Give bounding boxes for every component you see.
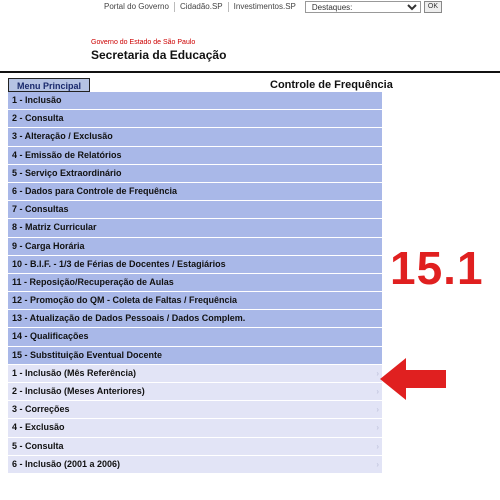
chevron-right-icon: › [376,423,379,433]
menu-principal-header[interactable]: Menu Principal [8,78,90,92]
submenu-item-3[interactable] [8,401,382,419]
menu-item-7[interactable]: 7 - Consultas [8,201,382,219]
submenu-item-label: 5 - Consulta [12,440,64,451]
menu-item-10[interactable]: 10 - B.I.F. - 1/3 de Férias de Docentes / Estagiários [8,256,382,274]
submenu-item-label: 2 - Inclusão (Meses Anteriores) [12,386,145,396]
gov-label: Governo do Estado de São Paulo [91,39,196,46]
submenu-item-5[interactable] [8,438,382,456]
menu-item-1[interactable]: 1 - Inclusão [8,92,382,110]
link-cidadao-sp[interactable]: Cidadão.SP [175,2,229,12]
main-menu [8,92,382,474]
submenu-item-label: 3 - Correções [12,404,70,415]
submenu-item-label: 4 - Exclusão [12,422,65,433]
menu-item-5[interactable]: 5 - Serviço Extraordinário [8,165,382,183]
link-portal-governo[interactable]: Portal do Governo [104,2,175,12]
menu-item-6[interactable]: 6 - Dados para Controle de Frequência [8,183,382,201]
submenu-item-1[interactable] [8,365,382,383]
chevron-right-icon: › [376,459,379,469]
menu-item-9[interactable]: 9 - Carga Horária [8,238,382,256]
red-arrow-icon [380,358,446,400]
menu-item-3[interactable]: 3 - Alteração / Exclusão [8,128,382,146]
menu-item-8[interactable]: 8 - Matriz Curricular [8,219,382,237]
submenu-item-6[interactable] [8,456,382,474]
top-bar [0,0,500,14]
menu-item-11[interactable]: 11 - Reposição/Recuperação de Aulas [8,274,382,292]
chevron-right-icon: › [376,405,379,415]
menu-item-2[interactable]: 2 - Consulta [8,110,382,128]
menu-item-4[interactable]: 4 - Emissão de Relatórios [8,147,382,165]
menu-item-14[interactable]: 14 - Qualificações [8,328,382,346]
chevron-right-icon: › [376,387,379,396]
menu-item-13[interactable]: 13 - Atualização de Dados Pessoais / Dados Complem. [8,310,382,328]
menu-item-12[interactable]: 12 - Promoção do QM - Coleta de Faltas / Frequência [8,292,382,310]
submenu-item-4[interactable] [8,419,382,437]
chevron-right-icon: › [376,368,379,378]
ok-button[interactable]: OK [424,1,442,13]
submenu-item-2[interactable] [8,383,382,401]
secretaria-title: Secretaria da Educação [91,48,227,62]
chevron-right-icon: › [376,441,379,451]
page-title: Controle de Frequência [270,79,393,91]
destaques-select[interactable] [305,1,421,13]
top-nav [104,0,442,14]
menu-item-15[interactable]: 15 - Substituição Eventual Docente [8,347,382,365]
annotation-label: 15.1 [390,242,484,294]
submenu-item-label: 1 - Inclusão (Mês Referência) [12,367,137,378]
header-divider [0,71,500,73]
submenu-item-label: 6 - Inclusão (2001 a 2006) [12,458,121,469]
link-investimentos-sp[interactable]: Investimentos.SP [233,2,296,11]
